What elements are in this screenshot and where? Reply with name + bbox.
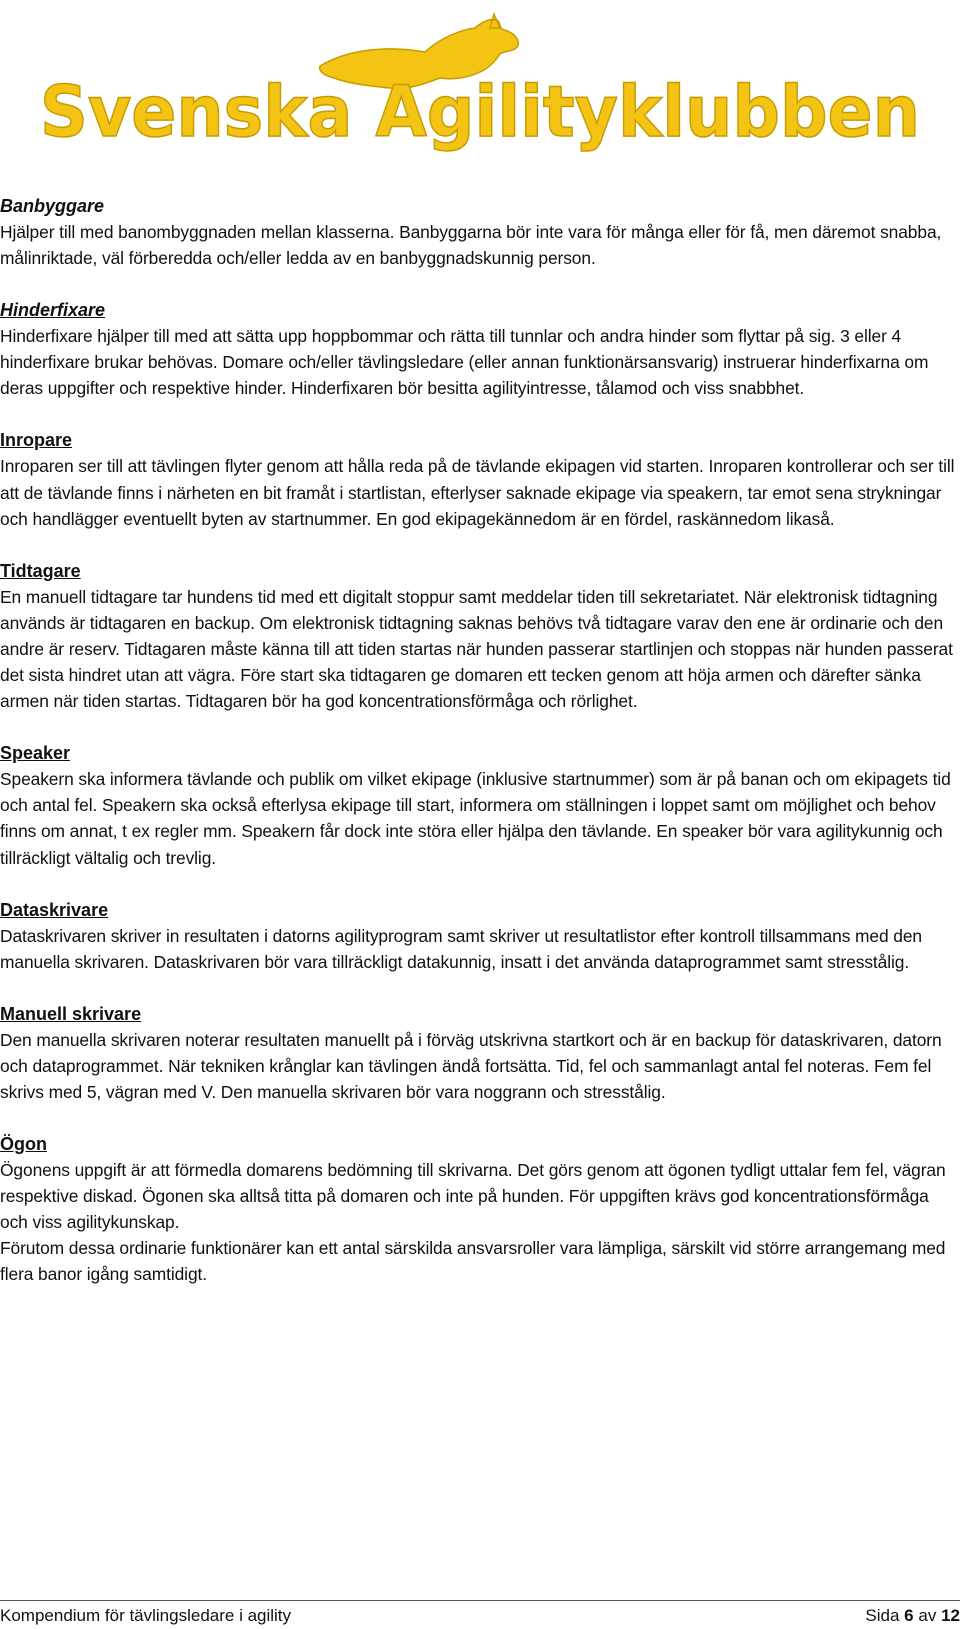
page-current: 6 <box>904 1606 914 1625</box>
logo-text: Svenska Agilityklubben <box>40 71 920 153</box>
section-banbyggare <box>0 193 960 271</box>
section-tidtagare <box>0 558 960 714</box>
logo-graphic <box>20 8 940 158</box>
section-dataskrivare <box>0 897 960 975</box>
section-hinderfixare <box>0 297 960 401</box>
page-number <box>865 1605 960 1627</box>
section-ogon <box>0 1131 960 1287</box>
page-total: 12 <box>941 1606 960 1625</box>
section-paragraph: Förutom dessa ordinarie funktionärer kan ett antal särskilda ansvarsroller vara lämpliga, särskilt vid större arrangemang med flera banor igång samtidigt. <box>0 1238 946 1285</box>
section-heading: Speaker <box>0 743 71 764</box>
section-heading: Hinderfixare <box>0 300 106 321</box>
section-paragraph: Speakern ska informera tävlande och publik om vilket ekipage (inklusive startnummer) som är på banan och om ekipagets tid och antal fel. Speakern ska också efterlysa ekipage till start, informera om ställningen i loppet samt om möjlighet och behov finns om annat, t ex regler mm. Speakern får dock inte störa eller hjälpa den tävlande. En speaker bör vara agilitykunnig och tillräckligt vältalig och trevlig. <box>0 769 951 868</box>
footer-document-title: Kompendium för tävlingsledare i agility <box>0 1606 292 1625</box>
page-separator: av <box>918 1606 937 1625</box>
section-paragraph: En manuell tidtagare tar hundens tid med ett digitalt stoppur samt meddelar tiden till sekretariatet. När elektronisk tidtagning används är tidtagaren en backup. Om elektronisk tidtagning saknas behövs två tidtagare varav den ene är ordinarie och den andre är reserv. Tidtagaren måste känna till att tiden startas när hunden passerar startlinjen och stoppas när hunden passerat det sista hindret utan att vägra. Före start ska tidtagaren ge domaren ett tecken genom att höja armen och därefter sänka armen när tiden startas. Tidtagaren bör ha god koncentrationsförmåga och rörlighet. <box>0 586 953 712</box>
document-body <box>0 193 960 1314</box>
section-speaker <box>0 740 960 870</box>
section-heading: Inropare <box>0 430 73 451</box>
section-paragraph: Hinderfixare hjälper till med att sätta upp hoppbommar och rätta till tunnlar och andra hinder som flyttar på sig. 3 eller 4 hinderfixare brukar behövas. Domare och/eller tävlingsledare (eller annan funktionärsansvarig) instruerar hinderfixarna om deras uppgifter och respektive hinder. Hinderfixaren bör besitta agilityintresse, tålamod och viss snabbhet. <box>0 326 929 399</box>
section-paragraph: Den manuella skrivaren noterar resultaten manuellt på i förväg utskrivna startkort och är en backup för dataskrivaren, datorn och dataprogrammet. När tekniken krånglar kan tävlingen ändå fortsätta. Tid, fel och sammanlagt antal fel noteras. Fem fel skrivs med 5, vägran med V. Den manuella skrivaren bör vara noggrann och stresstålig. <box>0 1029 942 1102</box>
section-heading: Ögon <box>0 1134 47 1155</box>
section-inropare <box>0 427 960 531</box>
section-paragraph: Ögonens uppgift är att förmedla domarens bedömning till skrivarna. Det görs genom att ögonen tydligt uttalar fem fel, vägran respektive diskad. Ögonen ska alltså titta på domaren och inte på hunden. För uppgiften krävs god koncentrationsförmåga och viss agilitykunskap. <box>0 1160 946 1233</box>
section-heading: Dataskrivare <box>0 899 109 920</box>
svenska-agilityklubben-logo <box>20 8 940 158</box>
section-heading: Banbyggare <box>0 196 105 216</box>
section-paragraph: Dataskrivaren skriver in resultaten i datorns agilityprogram samt skriver ut resultatlistor efter kontroll tillsammans med den manuella skrivaren. Dataskrivaren bör vara tillräckligt datakunnig, insatt i det använda dataprogrammet samt stresstålig. <box>0 925 923 972</box>
section-manuell-skrivare <box>0 1001 960 1105</box>
page-prefix: Sida <box>865 1606 900 1625</box>
section-paragraph: Hjälper till med banombyggnaden mellan klasserna. Banbyggarna bör inte vara för många eller för få, men däremot snabba, målinriktade, väl förberedda och/eller ledda av en banbyggnadskunnig person. <box>0 222 942 269</box>
section-heading: Manuell skrivare <box>0 1003 142 1024</box>
section-heading: Tidtagare <box>0 560 81 581</box>
footer-divider <box>0 1600 960 1601</box>
section-paragraph: Inroparen ser till att tävlingen flyter genom att hålla reda på de tävlande ekipagen vid starten. Inroparen kontrollerar och ser till att de tävlande finns i närheten en bit framåt i startlistan, efterlyser saknade ekipage via speakern, tar emot sena strykningar och handlägger eventuellt byten av startnummer. En god ekipagekännedom är en fördel, raskännedom likaså. <box>0 456 955 529</box>
